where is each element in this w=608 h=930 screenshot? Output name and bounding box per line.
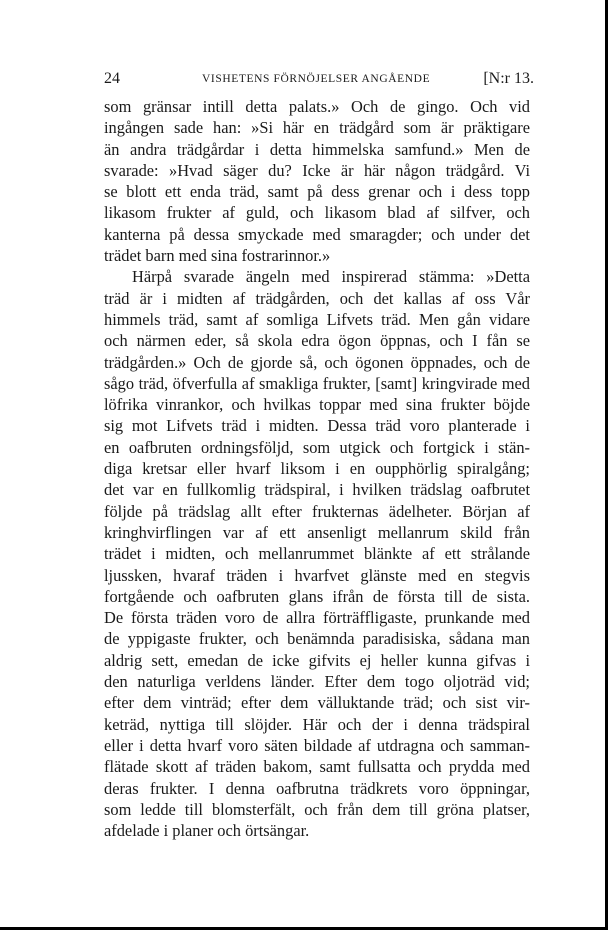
text-line: se blott ett enda träd, samt på dess grenar och i dess topp [104,182,530,202]
text-line: löfrika vinrankor, och hvilkas toppar med sina frukter böjde [104,395,530,415]
text-line: som ledde till blomsterfält, och från dem till gröna platser, [104,799,530,819]
text-line: Härpå svarade ängeln med inspirerad stämma: »Detta [132,267,530,287]
text-line: likasom frukter af guld, och likasom blad af silfver, och [104,203,530,223]
text-line: en oafbruten ordningsföljd, som utgick och fortgick i stän- [104,437,530,457]
text-line: den naturliga verldens länder. Efter dem togo oljoträd vid; [104,672,530,692]
text-line: trädet barn med sina fostrarinnor.» [104,246,331,266]
text-line: träd är i midten af trädgården, och det kallas af oss Vår [104,288,530,308]
text-line: himmels träd, samt af somliga Lifvets träd. Men gån vidare [104,309,530,329]
text-line: deras frukter. I denna oafbrutna trädkrets voro öppningar, [104,778,530,798]
paragraph [104,96,530,266]
text-line: kringhvirflingen var af ett ansenligt mellanrum skild från [104,522,530,542]
text-line: trädet i midten, och mellanrummet blänkte af ett strålande [104,544,530,564]
body-text [104,96,530,841]
text-line: svarade: »Hvad säger du? Icke är här någon trädgård. Vi [104,160,530,180]
text-line: eller i detta hvarf voro säten bildade af utdragna och samman- [104,735,530,755]
text-line: sig mot Lifvets träd i midten. Dessa träd voro planterade i [104,416,530,436]
text-line: som gränsar intill detta palats.» Och de gingo. Och vid [104,97,530,116]
text-line: kanterna på dessa smyckade med smaragder; och under det [104,224,530,244]
text-line: flätade skott af träden bakom, samt fullsatta och prydda med [104,757,530,777]
text-line: och närmen eder, så skola edra ögon öppnas, och I fån se [104,331,530,351]
text-line: diga kretsar eller hvarf liksom i en oupphörlig spiralgång; [104,459,530,479]
text-line: än andra trädgårdar i detta himmelska samfund.» Men de [104,139,530,159]
text-line: sågo träd, öfverfulla af smakliga frukter, [samt] kringvirade med [104,373,530,393]
text-line: de yppigaste frukter, och benämnda paradisiska, sådana man [104,629,530,649]
text-line: afdelade i planer och örtsängar. [104,821,310,841]
text-line: De första träden voro de allra förträffligaste, prunkande med [104,608,530,628]
page-number: 24 [104,70,120,87]
text-line: aldrig sett, emedan de icke gifvits ej heller kunna gifvas i [104,650,530,670]
text-line: ingången sade han: »Si här en trädgård som är präktigare [104,118,530,138]
text-line: trädgården.» Och de gjorde så, och ögonen öppnades, och de [104,352,530,372]
text-line: det var en fullkomlig trädspiral, i hvilken trädslag oafbrutet [104,480,530,500]
running-title: VISHETENS FÖRNÖJELSER ANGÅENDE [202,73,431,85]
text-line: följde på trädslag allt efter frukternas ädelheter. Början af [104,501,530,521]
text-line: ljussken, hvaraf träden i hvarfvet glänste med en stegvis [104,565,530,585]
text-line: fortgående och oafbruten glans ifrån de första till de sista. [104,586,530,606]
text-line: efter dem vinträd; efter dem välluktande träd; och sist vir- [104,693,530,713]
running-head [104,70,534,90]
text-line: keträd, nyttiga till slöjder. Här och der i denna trädspiral [104,714,530,734]
series-number: [N:r 13. [483,70,534,87]
paragraph [104,266,530,841]
